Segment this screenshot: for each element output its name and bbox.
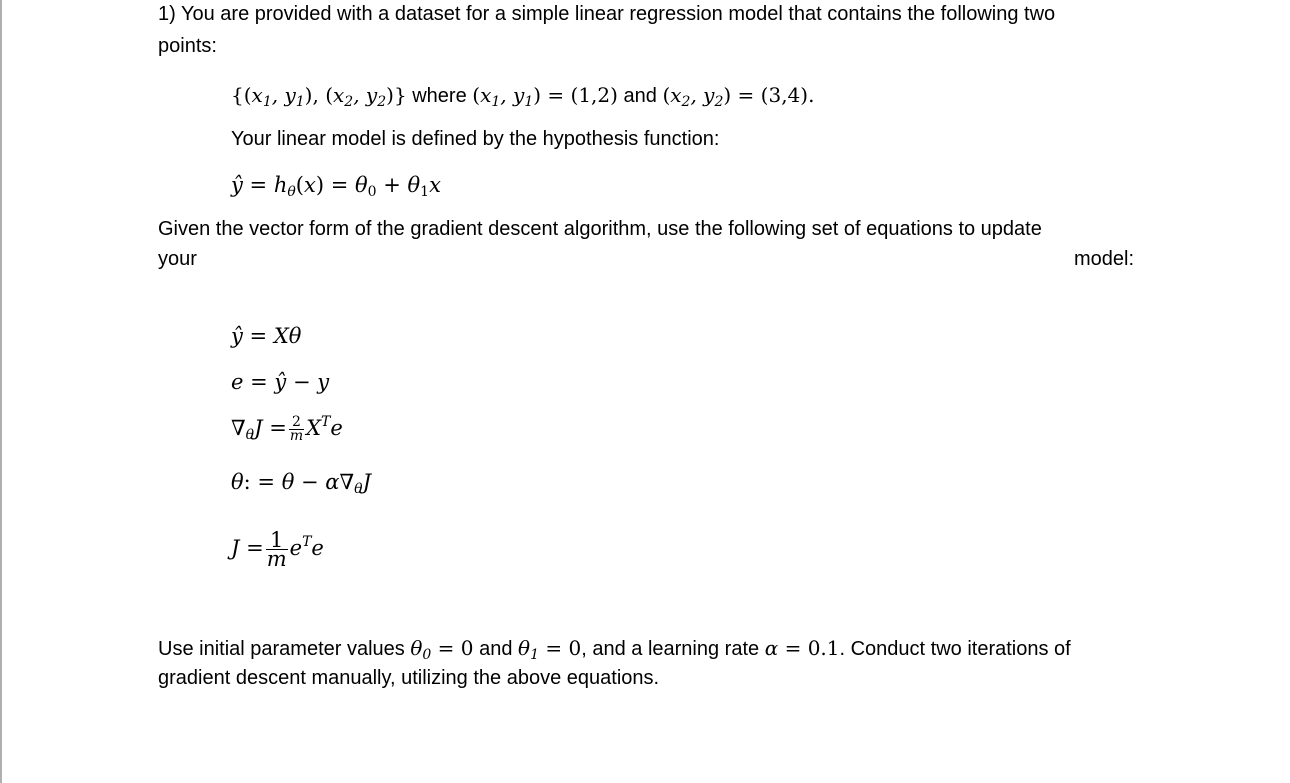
equation-cost: J = $\frac{1}{m}$ $e^Te$ — [231, 528, 324, 571]
cost-fraction-denominator: m — [266, 547, 287, 571]
closing-learning-rate-text: , and a learning rate — [581, 638, 760, 660]
cost-fraction-numerator: 1 — [269, 528, 284, 552]
gradient-intro-line-2 — [158, 246, 1134, 272]
equation-gradient: $\nabla_\theta J$ = $\frac{2}{m}$ $X^Te$ — [231, 414, 343, 444]
gradient-fraction — [289, 416, 304, 443]
closing-line-2: gradient descent manually, utilizing the above equations. — [158, 667, 660, 689]
alpha-symbol: α = — [764, 636, 802, 660]
gradient-fraction-denominator: m — [289, 428, 304, 444]
theta1-symbol: $\theta_1$ = — [518, 636, 563, 663]
theta1-value: 0 — [568, 636, 582, 660]
cost-fraction — [266, 528, 288, 571]
dataset-where-word: where — [412, 85, 467, 107]
gradient-intro-your: your — [158, 248, 197, 270]
equation-update: θ: = $\theta - \alpha\nabla_\theta J$ — [231, 470, 372, 497]
dataset-line — [231, 82, 814, 109]
dataset-first-point: (1,2) — [570, 83, 618, 107]
closing-initial-values-text: Use initial parameter values — [158, 638, 405, 660]
theta0-symbol: $\theta_0$ = — [410, 636, 455, 663]
closing-iterations-text: . Conduct two iterations of — [839, 638, 1071, 660]
alpha-value: 0.1 — [807, 636, 840, 660]
closing-line-1 — [158, 635, 1071, 662]
dataset-second-pair: ($x_2$, $y_2$) = — [662, 83, 761, 110]
equation-error: e = ŷ − y — [231, 370, 330, 394]
equation-prediction: ŷ = Xθ — [231, 324, 302, 348]
intro-line-2: points: — [158, 35, 217, 57]
dataset-and-word: and — [623, 85, 657, 107]
hypothesis-equation: ŷ = $h_\theta(x) = \theta_0 + \theta_1x$ — [231, 173, 441, 200]
gradient-fraction-numerator: 2 — [291, 414, 301, 430]
hypothesis-intro: Your linear model is defined by the hypothesis function: — [231, 128, 720, 150]
dataset-set-formula: {($x_1$, $y_1$), ($x_2$, $y_2$)} — [231, 83, 407, 110]
dataset-first-pair: ($x_1$, $y_1$) = — [472, 83, 571, 110]
closing-and-word: and — [479, 638, 513, 660]
gradient-intro-model: model: — [1073, 248, 1134, 270]
gradient-intro-line-1: Given the vector form of the gradient descent algorithm, use the following set of equations to update — [158, 218, 1042, 240]
theta0-value: 0 — [460, 636, 474, 660]
dataset-second-point: (3,4). — [760, 83, 815, 107]
intro-line-1: 1) You are provided with a dataset for a simple linear regression model that contains the following two — [158, 3, 1056, 25]
